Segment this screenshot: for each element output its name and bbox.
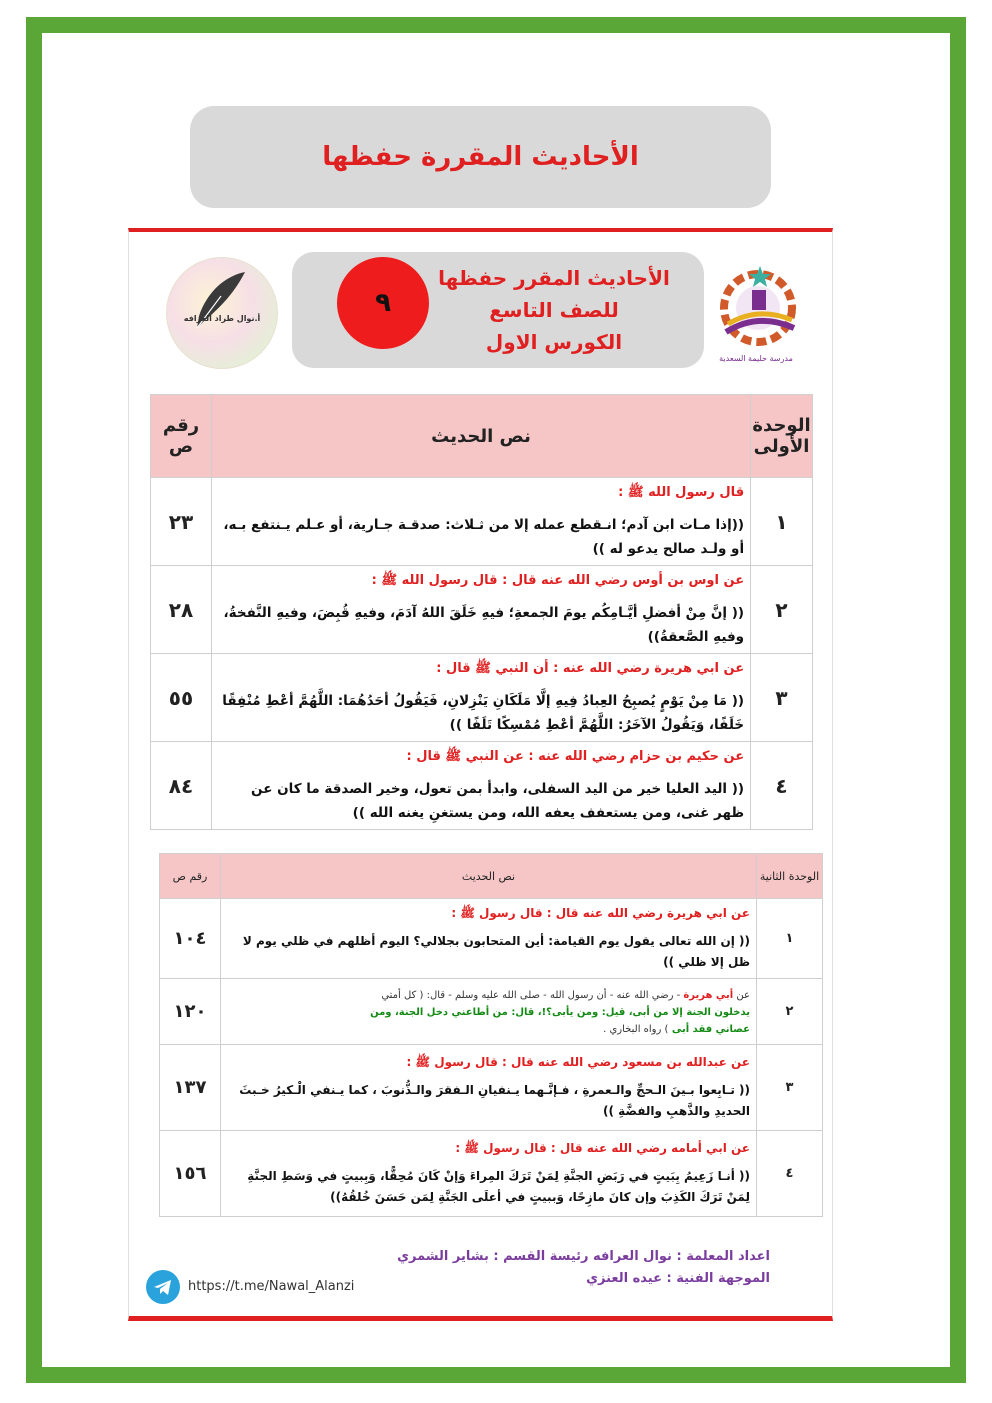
school-logo (708, 262, 804, 370)
table-row (151, 566, 813, 654)
hadith-intro-b: - رضي الله عنه - أن رسول الله - صلى الله عليه وسلم - قال: ( كل أمتي (381, 990, 681, 1001)
page-number: ٨٤ (151, 742, 212, 830)
page-number: ١٣٧ (160, 1045, 221, 1131)
hadith-number: ٣ (751, 654, 813, 742)
page-title: الأحاديث المقررة حفظها (322, 142, 639, 172)
page-number: ١٠٤ (160, 899, 221, 979)
page-number: ٢٣ (151, 478, 212, 566)
table-row (160, 1131, 823, 1217)
quill-icon (185, 266, 255, 336)
hadith-text: (( اليد العليا خير من اليد السفلى، وابدأ بمن تعول، وخير الصدقة ما كان عن ظهر غنى، ومن يستعفف يعفه الله، ومن يستغنِ يغنه الله )) (251, 781, 745, 821)
page-title-box (190, 106, 771, 208)
unit1-table (150, 394, 813, 830)
hadith-number: ٢ (757, 979, 823, 1045)
hadith-source: ) رواه البخاري . (603, 1024, 669, 1035)
hadith-text: (( إن الله تعالى يقول يوم القيامة: أين المتحابون بجلالي؟ اليوم أظلهم في ظلي يوم لا ظل إلا ظلي )) (242, 934, 750, 969)
unit2-table (159, 853, 823, 1217)
footer-line-1: اعداد المعلمة : نوال العرافه رئيسة القسم : بشاير الشمري (397, 1249, 770, 1264)
footer-line-2: الموجهة الفنية : عيده العنزي (586, 1271, 770, 1286)
hadith-intro: عن اوس بن أوس رضي الله عنه قال : قال رسول الله ﷺ : (371, 573, 745, 588)
hadith-text: (( إنَّ مِنْ أفضلِ أيَّـامِكُم يومَ الجمعةِ؛ فيهِ خَلَقَ اللهُ آدَمَ، وفيهِ قُبِضَ، وفيهِ النَّفخةُ، وفيهِ الصَّعقةُ)) (223, 605, 745, 645)
hadith-intro: عن عبدالله بن مسعود رضي الله عنه قال : قال رسول ﷺ : (406, 1055, 750, 1069)
hadith-intro: عن ابي هريرة رضي الله عنه قال : قال رسول ﷺ : (451, 906, 750, 920)
header-line-2: للصف التاسع (489, 298, 619, 322)
hadith-text: ((إذا مـات ابن آدم؛ انـقطع عمله إلا من ثـلاث: صدقـة جـارية، أو عـلم يـنتفع بـه، أو ولـد صالح يدعو له )) (223, 517, 745, 557)
page-number: ١٥٦ (160, 1131, 221, 1217)
narrator-name: أبي هريرة (683, 990, 734, 1001)
unit1-head-page: رقم ص (151, 395, 212, 478)
hadith-text: (( أنـا زَعِيمُ بِبَيتٍ في رَبَضِ الجنَّةِ لِمَنْ تَرَكَ المِراءَ وَإنْ كَانَ مُحِقًّا، وَبِبيتٍ في وَسَطِ الجنَّةِ لِمَنْ تَرَكَ الكَذِبَ وإن كانَ مازِحًا، وَببيتٍ في أعلَى الجَنَّةِ لِمَن حَسَنَ خُلقُهُ)) (247, 1169, 750, 1204)
hadith-intro-a: عن (736, 990, 750, 1001)
header-line-3: الكورس الاول (485, 330, 623, 354)
telegram-icon[interactable] (146, 1270, 180, 1304)
unit2-head-page: رقم ص (160, 854, 221, 899)
number-badge: ٩ (337, 257, 429, 349)
header-line-1: الأحاديث المقرر حفظها (438, 266, 670, 290)
school-gear-icon (708, 262, 804, 354)
teacher-logo-text: أ.نوال طراد العرافه (183, 314, 261, 323)
hadith-text: (( تـابِعوا بـينَ الـحجِّ والـعمرةِ ، فـإنَّـهما يـنفيانِ الـفقرَ والـذُّنوبَ ، كما يـنفي الْـكيرُ خـبثَ الحديدِ والذَّهبِ والفضَّةِ )) (239, 1083, 750, 1118)
teacher-logo (166, 257, 278, 369)
hadith-text-end: عصاني فقد أبى (671, 1024, 750, 1035)
table-row (151, 478, 813, 566)
hadith-number: ١ (751, 478, 813, 566)
telegram-link[interactable]: https://t.me/Nawal_Alanzi (188, 1279, 355, 1294)
school-logo-text: مدرسة حليمة السعدية (719, 354, 793, 363)
hadith-intro: عن حكيم بن حزام رضي الله عنه : عن النبي ﷺ قال : (406, 749, 745, 764)
hadith-intro: قال رسول الله ﷺ : (618, 485, 745, 500)
table-row (151, 654, 813, 742)
hadith-number: ٤ (757, 1131, 823, 1217)
table-row (160, 1045, 823, 1131)
hadith-text: يدخلون الجنة إلا من أبى، قيل: ومن يأبى؟!، قال: من أطاعني دخل الجنة، ومن (370, 1007, 750, 1018)
hadith-number: ١ (757, 899, 823, 979)
unit1-head-text: نص الحديث (211, 395, 750, 478)
page-number: ١٢٠ (160, 979, 221, 1045)
hadith-intro: عن ابي أمامه رضي الله عنه قال : قال رسول ﷺ : (455, 1141, 750, 1155)
table-row (151, 742, 813, 830)
unit1-head-unit: الوحدة الأولى (751, 395, 813, 478)
footer-credits (397, 1246, 770, 1290)
table-row (160, 899, 823, 979)
hadith-number: ٤ (751, 742, 813, 830)
unit2-head-text: نص الحديث (221, 854, 757, 899)
hadith-intro: عن ابي هريرة رضي الله عنه : أن النبي ﷺ قال : (436, 661, 745, 676)
hadith-number: ٢ (751, 566, 813, 654)
hadith-number: ٣ (757, 1045, 823, 1131)
page-number: ٢٨ (151, 566, 212, 654)
page-number: ٥٥ (151, 654, 212, 742)
hadith-text: (( مَا مِنْ يَوْمٍ يُصبِحُ العِبادُ فِيهِ إلَّا مَلَكَانِ يَنْزِلانِ، فَيَقُولُ أحَدُهُمَا: اللَّهُمَّ أعْطِ مُنْفِقًا خَلَفًا، وَيَقُولُ الآخَرُ: اللَّهُمَّ أعْطِ مُمْسِكًا تَلَفًا )) (222, 693, 745, 733)
unit2-head-unit: الوحدة الثانية (757, 854, 823, 899)
table-row (160, 979, 823, 1045)
